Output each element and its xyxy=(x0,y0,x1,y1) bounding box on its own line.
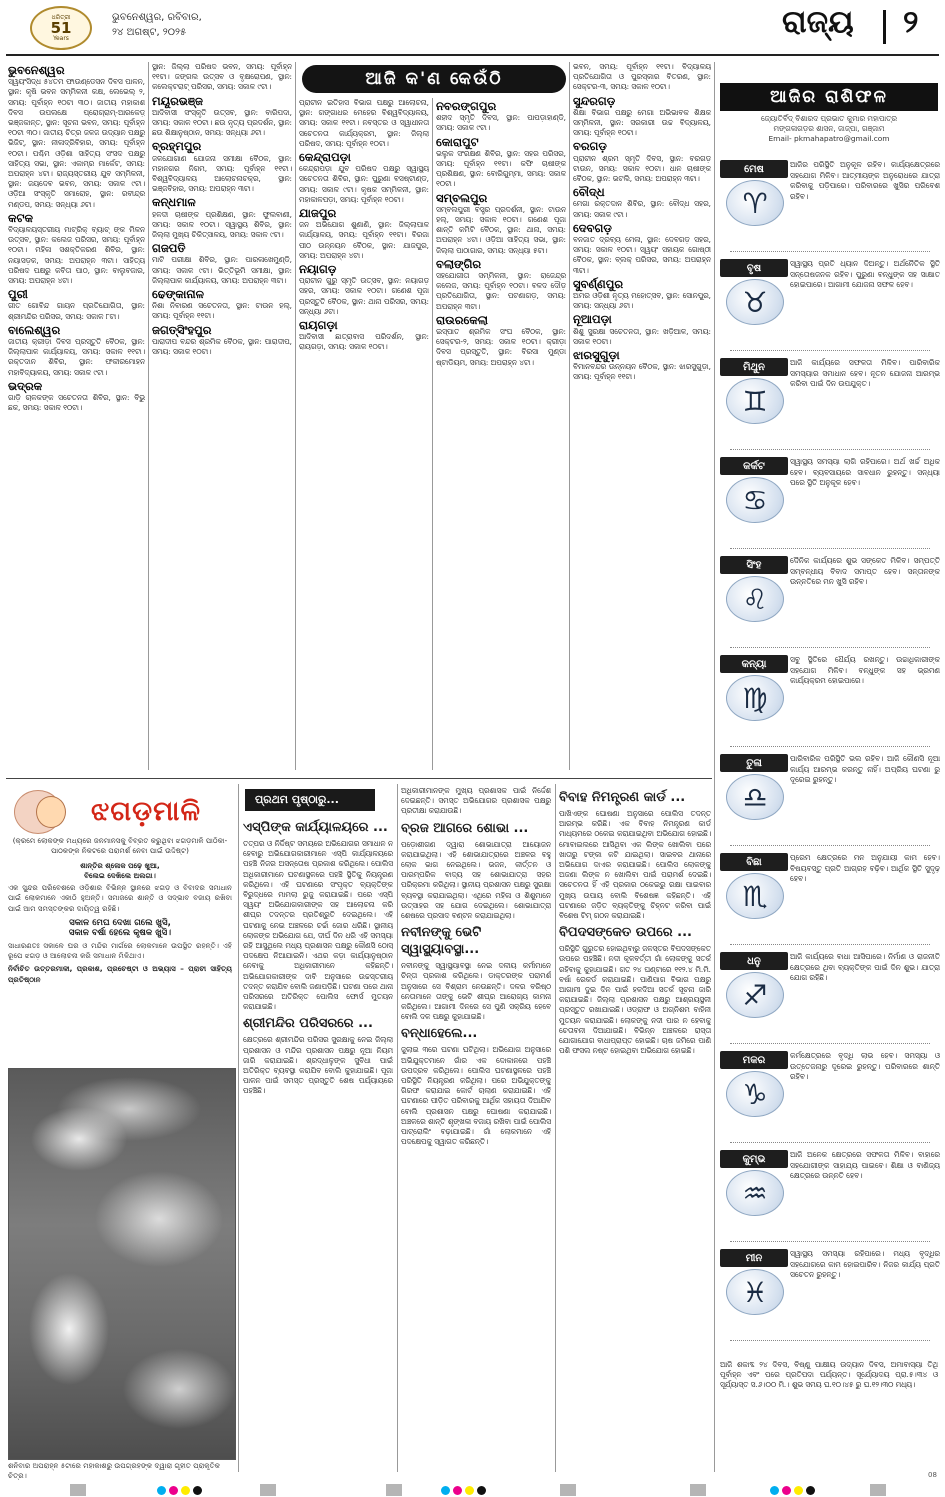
event-listing: ଭବନ, ସମୟ: ପୂର୍ବାହ୍ନ ୧୧ଟା। ବିଦ୍ୟାଳୟ ପ୍ରତିଯୋଗିତା ଓ ପୁରସ୍କାର ବିତରଣ, ସ୍ଥାନ: ସେକ୍ଟର-୩, ସମୟ: ସକାଳ ୧୦ଟା। xyxy=(573,62,711,92)
panchanga-text: ଆଜି ଶକାବ୍ଦ ୨୪ ଦିବସ, ବିଷ୍ଣୁ ପାକ୍ଷୀୟ ଉଦ୍ୟାନ ଦିବସ, ଅମାବାସ୍ୟା ତିଥି ପୂର୍ବାହ୍ନ ଏବଂ ପରେ ପ୍ରତିପଦା ପର୍ଯ୍ୟନ୍ତ। ସୂର୍ଯ୍ୟୋଦୟ ପ୍ରା.୫।୩୪ ଓ ସୂର୍ଯ୍ୟାସ୍ତ ସ.୬।୦୦ ମି.। ଶୁଭ ସମୟ ଘ.୧୦।୪୫ ରୁ ଘ.୧୨।୩୦ ମଧ୍ୟ। xyxy=(720,1360,938,1390)
event-listing: ଶହୀଦ ସ୍ମୃତି ଦିବସ, ସ୍ଥାନ: ପାପଡ଼ାହାଣ୍ଡି, ସମୟ: ସକାଳ ୯ଟା। xyxy=(436,113,566,133)
rashiphala-divider xyxy=(714,62,715,1472)
district-heading: ରାଉରକେଲା xyxy=(436,312,488,327)
story-headline: ବିବାହ ନିମନ୍ତ୍ରଣ କାର୍ଡ ... xyxy=(559,790,686,805)
event-listing: ବିଦ୍ୟାଳୟସ୍ତରୀୟ ମାଟ୍ରିକ୍ ବ୍ୟାଚ୍ ଙ୍କ ମିଳନ ଉତ୍ସବ, ସ୍ଥାନ: କଲେଜ ପରିସର, ସମୟ: ପୂର୍ବାହ୍ନ ୧୦ଟା। ମହିଳା ସଶକ୍ତିକରଣ ଶିବିର, ସ୍ଥାନ: ନୟାସଡ଼କ, ସମୟ: ଅପରାହ୍ନ ୩ଟା। ସାହିତ୍ୟ ପରିଷଦ ପକ୍ଷରୁ କବିତା ପାଠ, ସ୍ଥାନ: ବାଲୁବଜାର, ସମୟ: ଅପରାହ୍ନ ୪ଟା। xyxy=(8,225,145,286)
zodiac-name: ବୃଷ xyxy=(720,259,788,277)
event-listing: ଇସ୍ପାତ ଶ୍ରମିକ ସଂଘ ବୈଠକ, ସ୍ଥାନ: ସେକ୍ଟର-୨, ସମୟ: ସକାଳ ୧୦ଟା। କ୍ରୀଡ଼ା ଦିବସ ପ୍ରସ୍ତୁତି, ସ୍ଥାନ: ବିରସା ମୁଣ୍ଡା ଷ୍ଟାଡିୟମ, ସମୟ: ଅପରାହ୍ନ ୪ଟା। xyxy=(436,327,566,367)
event-listing: ଆଦିବାସୀ ସଂସ୍କୃତି ଉତ୍ସବ, ସ୍ଥାନ: ବାରିପଦା, ସମୟ: ସକାଳ ୧୦ଟା। ଛଉ ନୃତ୍ୟ ପ୍ରଦର୍ଶନ, ସ୍ଥାନ: ଛଉ ଶିକ୍ଷାନୁଷ୍ଠାନ, ସମୟ: ସନ୍ଧ୍ୟା ୬ଟା। xyxy=(152,107,292,138)
logo-number: 51 xyxy=(50,19,72,37)
story-headline: ଶ୍ରୀମନ୍ଦିର ପରିସରରେ ... xyxy=(243,1016,373,1032)
couplet-line: ସକାଳ ମେଘ ଦେଖା ଗଲେ ଖୁସି, xyxy=(69,918,171,929)
zodiac-forecast: ସବୁ ସ୍ଥିତିରେ ଧୈର୍ଯ୍ୟ ରଖନ୍ତୁ। ଉଚ୍ଚାଧିକାରୀଙ୍କ ସହଯୋଗ ମିଳିବ। ବନ୍ଧୁଙ୍କ ସହ ଭ୍ରମଣ କାର୍ଯ୍ୟକ୍ରମ ହୋଇପାରେ। xyxy=(790,655,940,685)
logo-text: ଧରିତ୍ରୀ xyxy=(51,14,71,21)
district-heading: ପୁରୀ xyxy=(8,287,28,302)
event-listing: ଅମର ଓଡ଼ିଶୀ ନୃତ୍ୟ ମହୋତ୍ସବ, ସ୍ଥାନ: ସୋନପୁର, ସମୟ: ସନ୍ଧ୍ୟା ୬ଟା। xyxy=(573,291,711,311)
zodiac-separator xyxy=(730,746,930,748)
story-body: ପଡ଼ୋଶୀଗଣ ଦ୍ୱାରା ଶୋଭାଯାତ୍ରା ଆୟୋଜନ କରାଯାଇଥିଲା। ଏହି ଶୋଭାଯାତ୍ରାରେ ଅଞ୍ଚଳର ବହୁ ଲୋକ ଭାଗ ନେଇଥିଲେ। ଭଜନ, କୀର୍ତ୍ତନ ଓ ପାରମ୍ପରିକ ବାଦ୍ୟ ସହ ଶୋଭାଯାତ୍ରା ସହର ପରିକ୍ରମା କରିଥିଲା। ସ୍ଥାନୀୟ ପ୍ରଶାସନ ପକ୍ଷରୁ ସୁରକ୍ଷା ବ୍ୟବସ୍ଥା କରାଯାଇଥିଲା। ଏଥିରେ ମହିଳା ଓ ଶିଶୁମାନେ ଉତ୍ସାହର ସହ ଯୋଗ ଦେଇଥିଲେ। ଶୋଭାଯାତ୍ରା ଶେଷରେ ପ୍ରସାଦ ବଣ୍ଟନ କରାଯାଇଥିଲା। xyxy=(401,839,551,921)
event-listing: ସହଯୋଗୀତା ସମ୍ମିଳନୀ, ସ୍ଥାନ: ରାଜେନ୍ଦ୍ର କଲେଜ, ସମୟ: ପୂର୍ବାହ୍ନ ୧୦ଟା। ବଳଦ ଦୌଡ଼ ପ୍ରତିଯୋଗିତା, ସ୍ଥାନ: ପଟଣାଗଡ଼, ସମୟ: ଅପରାହ୍ନ ୩ଟା। xyxy=(436,271,566,311)
zodiac-entry xyxy=(720,457,940,550)
satellite-caption: ଶନିବାର ଅପରାହ୍ନ ୫ଟାରେ ମହାକାଶରୁ ଉପଗ୍ରହଙ୍କ ଦ୍ୱାରା ଗୃହୀତ ପ୍ରାକୃତିକ ଚିତ୍ର। xyxy=(8,1461,221,1480)
zodiac-name: ବିଛା xyxy=(720,853,788,871)
column-5 xyxy=(573,62,711,770)
zodiac-separator xyxy=(730,1142,930,1144)
story-headline: ନବୀନଙ୍କୁ ଭେଟି ସ୍ୱାସ୍ଥ୍ୟାବସ୍ଥା... xyxy=(401,925,482,958)
continued-section-label: ପ୍ରଥମ ପୃଷ୍ଠାରୁ... xyxy=(245,789,375,811)
zodiac-sign-icon: ♈ xyxy=(726,180,784,226)
story-headline: ବନ୍ଧାହେଲେ... xyxy=(401,1026,478,1042)
dateline xyxy=(112,10,202,40)
district-heading: ଗଜପତି xyxy=(152,241,186,256)
column-divider xyxy=(238,784,239,1472)
zodiac-sign-icon: ♏ xyxy=(726,873,784,919)
zodiac-entry xyxy=(720,1051,940,1144)
print-mark xyxy=(560,1484,576,1496)
event-listing: ସ୍ଥାନ: ଜିଲ୍ଲା ପରିଷଦ ଭବନ, ସମୟ: ପୂର୍ବାହ୍ନ ୧୧ଟା। ଜଙ୍ଗଲ ଉତ୍ସବ ଓ ବୃକ୍ଷରୋପଣ, ସ୍ଥାନ: କଲେକ୍ଟରାଟ୍ ପରିସର, ସମୟ: ସକାଳ ୯ଟା। xyxy=(152,62,292,92)
zodiac-sign-icon: ♒ xyxy=(726,1170,784,1216)
cyan-mark xyxy=(770,1486,779,1495)
zodiac-sign-icon: ♎ xyxy=(726,774,784,820)
astrologer-name: ଜ୍ୟୋତିର୍ବିଦ୍ ବିଶାରଦ ପ୍ରଭାତ କୁମାର ମହାପାତ୍ର xyxy=(760,114,898,123)
district-heading: ଭଦ୍ରକ xyxy=(8,378,43,393)
jhagadamali-couplet-2 xyxy=(8,918,232,939)
astrologer-email: Email- pkmahapatro@gmail.com xyxy=(768,134,890,143)
what-where-banner: ଆଜି କ'ଣ କେଉଁଠି xyxy=(302,65,566,93)
yellow-mark xyxy=(794,1486,803,1495)
district-heading: ଢେଙ୍କାନାଳ xyxy=(152,287,204,302)
couplet-line: ଶାନ୍ତିର ଶ୍ଳୋକ ପଢ଼େ ଖୁଆ, xyxy=(80,860,160,870)
district-heading: କନ୍ଧମାଳ xyxy=(152,195,196,210)
zodiac-name: ମେଷ xyxy=(720,160,788,178)
cartoon-face-icon xyxy=(36,796,66,828)
event-listing: ଜନ ଅଭିଯୋଗ ଶୁଣାଣି, ସ୍ଥାନ: ଜିଲ୍ଲାପାଳ କାର୍ଯ୍ୟାଳୟ, ସମୟ: ପୂର୍ବାହ୍ନ ୧୧ଟା। ବିରଜା ପୀଠ ଉନ୍ନୟନ ବୈଠକ, ସ୍ଥାନ: ଯାଜପୁର, ସମୟ: ଅପରାହ୍ନ ୪ଟା। xyxy=(299,220,429,260)
column-3 xyxy=(299,98,429,770)
page-code: 08 xyxy=(928,1471,937,1479)
print-mark xyxy=(260,1484,276,1496)
district-heading: ଯାଜପୁର xyxy=(299,206,337,221)
district-heading: ନୟାଗଡ଼ xyxy=(299,262,337,277)
zodiac-forecast: ସ୍ୱାସ୍ଥ୍ୟ ସମସ୍ୟା ଲାଗି ରହିପାରେ। ଅର୍ଥ ଖର୍ଚ୍ଚ ଅଧିକ ହେବ। ବ୍ୟବସାୟରେ ସାବଧାନ ରୁହନ୍ତୁ। ସନ୍ଧ୍ୟା ପରେ ସ୍ଥିତି ଅନୁକୂଳ ହେବ। xyxy=(790,457,940,487)
zodiac-entry xyxy=(720,655,940,748)
event-listing: ପ୍ରାଚୀନ ଗୁରୁ ସ୍ମୃତି ଉତ୍ସବ, ସ୍ଥାନ: ନୟାଗଡ଼ ସହର, ସମୟ: ସକାଳ ୧୦ଟା। ଗଣେଶ ପୂଜା ପ୍ରସ୍ତୁତି ବୈଠକ, ସ୍ଥାନ: ଥାନା ପରିସର, ସମୟ: ସନ୍ଧ୍ୟା ୬ଟା। xyxy=(299,276,429,316)
zodiac-entry xyxy=(720,259,940,352)
title-separator xyxy=(883,10,886,44)
jhagadamali-credit: ନିର୍ବାଚିତ ଉତ୍ତରମାଳୀ, ପ୍ରକାଶ, ପ୍ରଚେଷ୍ଟା ଓ ଅଭ୍ୟାସ – ପ୍ରାଚୀ ସାହିତ୍ୟ ପ୍ରତିଷ୍ଠାନ xyxy=(8,964,232,984)
district-heading: ବୌଦ୍ଧ xyxy=(573,185,605,200)
column-divider xyxy=(569,62,570,770)
story-body: ପାଖିଏଙ୍କ ଘୋଷଣା ଅନୁସାରେ ପୋଲିସ ତଦନ୍ତ ଆରମ୍ଭ କରିଛି। ଏକ ବିବାହ ନିମନ୍ତ୍ରଣ କାର୍ଡ ମାଧ୍ୟମରେ ଠକେଇ କରାଯାଇଥିବା ଅଭିଯୋଗ ହୋଇଛି। ମୋବାଇଲରେ ଆସିଥିବା ଏକ ଲିଙ୍କ ଖୋଲିବା ପରେ ଖାତାରୁ ଟଙ୍କା କଟି ଯାଇଥିଲା। ସାଇବର ଥାନାରେ ଅଭିଯୋଗ ଦାଏର କରାଯାଇଛି। ପୋଲିସ ଲୋକଙ୍କୁ ଅଜଣା ଲିଙ୍କ ନ ଖୋଲିବା ପାଇଁ ପରାମର୍ଶ ଦେଇଛି। ସଚେତନତା ହିଁ ଏହି ପ୍ରକାର ଠକେଇରୁ ରକ୍ଷା ପାଇବାର ମୁଖ୍ୟ ଉପାୟ ବୋଲି ବିଶେଷଜ୍ଞ କହିଛନ୍ତି। ଏହି ଘଟଣାରେ ଜଡ଼ିତ ବ୍ୟକ୍ତିଙ୍କୁ ଚିହ୍ନଟ କରିବା ପାଇଁ ବିଶେଷ ଟିମ୍ ଗଠନ କରାଯାଇଛି। xyxy=(559,809,711,921)
district-heading: କଟକ xyxy=(8,210,33,225)
zodiac-sign-icon: ♌ xyxy=(726,576,784,622)
event-listing: ମାଟି ପରୀକ୍ଷା ଶିବିର, ସ୍ଥାନ: ପାରଳାଖେମୁଣ୍ଡି, ସମୟ: ସକାଳ ୯ଟା। ଭିତ୍ତିଭୂମି ସମୀକ୍ଷା, ସ୍ଥାନ: ଜିଲ୍ଲାପାଳ କାର୍ଯ୍ୟାଳୟ, ସମୟ: ଅପରାହ୍ନ ୩ଟା। xyxy=(152,255,292,285)
magenta-mark xyxy=(453,1486,462,1495)
zodiac-forecast: କର୍ମକ୍ଷେତ୍ରରେ ବୃଦ୍ଧି ଲାଭ ହେବ। ସମସ୍ୟା ଓ ଉତ୍ତେଜନାରୁ ଦୂରେଇ ରୁହନ୍ତୁ। ପରିବାରରେ ଶାନ୍ତି ରହିବ। xyxy=(790,1051,940,1081)
zodiac-sign-icon: ♓ xyxy=(726,1269,784,1315)
zodiac-entry xyxy=(720,556,940,649)
logo-years: Years xyxy=(53,35,69,42)
column-divider xyxy=(295,62,296,770)
zodiac-name: ସିଂହ xyxy=(720,556,788,574)
district-heading: କୋରାପୁଟ xyxy=(436,134,479,149)
zodiac-separator xyxy=(730,647,930,649)
column-divider xyxy=(432,98,433,770)
zodiac-name: ମୀନ xyxy=(720,1249,788,1267)
dateline-date: ୨୪ ଅଗଷ୍ଟ, ୨୦୨୫ xyxy=(112,27,187,38)
district-heading: ଭୁବନେଶ୍ୱର xyxy=(8,63,65,77)
zodiac-entry xyxy=(720,853,940,946)
column-4 xyxy=(436,98,566,770)
district-heading: ବ୍ରହ୍ମପୁର xyxy=(152,139,202,154)
jhagadamali-box xyxy=(8,836,232,1058)
event-listing: ଜଳଯୋଗାଣ ଯୋଜନା ସମୀକ୍ଷା ବୈଠକ, ସ୍ଥାନ: ମହାନଗର ନିଗମ, ସମୟ: ପୂର୍ବାହ୍ନ ୧୧ଟା। ବିଶ୍ୱବିଦ୍ୟାଳୟ ଆଲୋଚନାଚକ୍ର, ସ୍ଥାନ: ଭଞ୍ଜବିହାର, ସମୟ: ଅପରାହ୍ନ ୩ଟା। xyxy=(152,153,292,194)
header-rule xyxy=(6,54,939,56)
district-heading: ସୁନ୍ଦରଗଡ଼ xyxy=(573,93,616,108)
magenta-mark xyxy=(782,1486,791,1495)
event-listing: ନିଶା ନିବାରଣ ସଚେତନତା, ସ୍ଥାନ: ଟାଉନ ହଲ୍, ସମୟ: ପୂର୍ବାହ୍ନ ୧୧ଟା। xyxy=(152,301,292,321)
dateline-place-day: ଭୁବନେଶ୍ୱର, ରବିବାର, xyxy=(112,12,202,23)
rashiphala-byline xyxy=(720,114,938,144)
story-body: ଜୁଲାଇ ୩ରେ ଘଟଣା ଘଟିଥିଲା। ଅଭିଯୋଗ ଅନୁସାରେ ଅଭିଯୁକ୍ତମାନେ ଗାଁର ଏକ ଦୋକାନରେ ପହଞ୍ଚି ଉପଦ୍ରବ କରିଥିଲେ। ପୋଲିସ ଘଟଣାସ୍ଥଳରେ ପହଞ୍ଚି ପରିସ୍ଥିତି ନିୟନ୍ତ୍ରଣ କରିଥିଲା। ପରେ ଅଭିଯୁକ୍ତଙ୍କୁ ଗିରଫ କରାଯାଇ କୋର୍ଟ ଚାଲାଣ କରାଯାଇଛି। ଏହି ଘଟଣାରେ ପୀଡ଼ିତ ପରିବାରକୁ ଆର୍ଥିକ ସହାୟତା ଦିଆଯିବ ବୋଲି ପ୍ରଶାସନ ପକ୍ଷରୁ ଘୋଷଣା କରାଯାଇଛି। ଅଞ୍ଚଳରେ ଶାନ୍ତି ଶୃଙ୍ଖଳା ବଜାୟ ରଖିବା ପାଇଁ ପୋଲିସ ପାଟ୍ରୋଲିଂ ବଢ଼ାଯାଇଛି। ଗାଁ ଲୋକମାନେ ଏହି ପଦକ୍ଷେପକୁ ସ୍ୱାଗତ କରିଛନ୍ତି। xyxy=(401,1045,551,1147)
zodiac-entry xyxy=(720,754,940,847)
event-listing: ଗାଡ଼ି ଚାଳକଙ୍କ ସଚେତନତା ଶିବିର, ସ୍ଥାନ: ବିଭୁ ଛକ, ସମୟ: ସକାଳ ୧୦ଟା। xyxy=(8,393,145,413)
cyan-mark xyxy=(157,1486,166,1495)
zodiac-sign-icon: ♊ xyxy=(726,378,784,424)
event-listing: ଭଲୁକ ସଂରକ୍ଷଣ ଶିବିର, ସ୍ଥାନ: ସହର ପରିସର, ସମୟ: ପୂର୍ବାହ୍ନ ୧୧ଟା। କଫି ଚାଷୀଙ୍କ ପ୍ରଶିକ୍ଷଣ, ସ୍ଥାନ: ବୋରିଗୁମ୍ମା, ସମୟ: ସକାଳ ୧୦ଟା। xyxy=(436,148,566,189)
story-headline: ଏସ୍‌ପିଙ୍କ କାର୍ଯ୍ୟାଳୟରେ ... xyxy=(243,820,388,835)
jhagadamali-couplet-1 xyxy=(8,861,232,882)
district-heading: ନୂଆପଡ଼ା xyxy=(573,312,612,327)
zodiac-sign-icon: ♑ xyxy=(726,1071,784,1117)
rashiphala-title: ଆଜିର ରାଶିଫଳ xyxy=(720,83,938,111)
zodiac-entry xyxy=(720,1249,940,1342)
event-listing: ବିମାନବନ୍ଦର ଉନ୍ନୟନ ବୈଠକ, ସ୍ଥାନ: ଝାରସୁଗୁଡ଼ା, ସମୟ: ପୂର୍ବାହ୍ନ ୧୧ଟା। xyxy=(573,362,711,382)
district-heading: ଜଗତ୍ସିଂହପୁର xyxy=(152,322,212,337)
zodiac-sign-icon: ♉ xyxy=(726,279,784,325)
event-listing: କେନ୍ଦ୍ରାପଡ଼ା ଯୁବ ପରିଷଦ ପକ୍ଷରୁ ସ୍ୱାସ୍ଥ୍ୟ ସଚେତନତା ଶିବିର, ସ୍ଥାନ: ପୁରୁଣା ବସଷ୍ଟାଣ୍ଡ, ସମୟ: ସକାଳ ୯ଟା। କୃଷକ ସମ୍ମିଳନୀ, ସ୍ଥାନ: ମହାକାଳପଡ଼ା, ସମୟ: ପୂର୍ବାହ୍ନ ୧୦ଟା। xyxy=(299,164,429,204)
zodiac-forecast: ଦୈନିକ କାର୍ଯ୍ୟରେ ଶୁଭ ସଙ୍କେତ ମିଳିବ। ସମ୍ପତ୍ତି ସମ୍ବନ୍ଧୀୟ ବିବାଦ ସମାପ୍ତ ହେବ। ସନ୍ତାନଙ୍କ ଉନ୍ନତିରେ ମନ ଖୁସି ରହିବ। xyxy=(790,556,940,586)
district-heading: ଦେବଗଡ଼ xyxy=(573,220,612,235)
story-body: ନବୀନଙ୍କୁ ସ୍ୱାସ୍ଥ୍ୟାବସ୍ଥା ନେଇ ଦଳୀୟ କର୍ମୀମାନେ ଚିନ୍ତା ପ୍ରକାଶ କରିଥିଲେ। ଡାକ୍ତରଙ୍କ ପରାମର୍ଶ ଅନୁସାରେ ସେ ବିଶ୍ରାମ ନେଉଛନ୍ତି। ଦଳର ବରିଷ୍ଠ ନେତାମାନେ ତାଙ୍କୁ ଭେଟି ଶୀଘ୍ର ଆରୋଗ୍ୟ କାମନା କରିଥିଲେ। ଆଗାମୀ ଦିନରେ ସେ ପୁଣି ସକ୍ରିୟ ହେବେ ବୋଲି ଦଳ ପକ୍ଷରୁ କୁହାଯାଇଛି। xyxy=(401,961,551,1022)
district-heading: ସମ୍ବଲପୁର xyxy=(436,190,488,205)
zodiac-forecast: ପ୍ରେମ କ୍ଷେତ୍ରରେ ମନ ଅନୁଯାୟୀ କାମ ହେବ। ବିଷୟବସ୍ତୁ ପ୍ରତି ଆଗ୍ରହ ବଢ଼ିବ। ଆର୍ଥିକ ସ୍ଥିତି ସୁଦୃଢ଼ ହେବ। xyxy=(790,853,940,883)
column-2 xyxy=(152,62,292,770)
zodiac-forecast: ଆଜି ଅନେକ କ୍ଷେତ୍ରରେ ସଫଳତା ମିଳିବ। ବାହାରେ ସହଯୋଗୀଙ୍କ ସାହାଯ୍ୟ ପାଇବେ। ଶିକ୍ଷା ଓ ବାଣିଜ୍ୟ କ୍ଷେତ୍ରରେ ଉନ୍ନତି ହେବ। xyxy=(790,1150,940,1180)
event-listing: ସମ୍ବଲପୁରୀ ବସ୍ତ୍ର ପ୍ରଦର୍ଶନୀ, ସ୍ଥାନ: ଟାଉନ ହଲ୍, ସମୟ: ସକାଳ ୧୦ଟା। ଗଣେଶ ପୂଜା ଶାନ୍ତି କମିଟି ବୈଠକ, ସ୍ଥାନ: ଥାନା, ସମୟ: ଅପରାହ୍ନ ୪ଟା। ଓଡ଼ିଆ ସାହିତ୍ୟ ସଭା, ସ୍ଥାନ: ଜିଲ୍ଲା ପାଠାଗାର, ସମୟ: ସନ୍ଧ୍ୟା ୫ଟା। xyxy=(436,204,566,255)
black-mark xyxy=(477,1486,486,1495)
zodiac-entry xyxy=(720,1150,940,1243)
district-heading: ବାଲେଶ୍ୱର xyxy=(8,322,61,337)
couplet-line: ସକାଳ ବର୍ଷା ହେଲେ କୃଷକ ଖୁସି। xyxy=(68,928,172,939)
jhagadamali-note: (କ୍ରମେ ଲୋକଙ୍କ ମଧ୍ୟରେ ଜନମାନସକୁ ବିବ୍ରତ କରୁଥିବା ଝଗଡ଼ମାଳି ପାଠିକା-ପାଠକଙ୍କ ନିକଟରେ ପରାମର୍ଶ ନେବା ପାଇଁ ଉଦ୍ଦିଷ୍ଟ) xyxy=(12,836,228,856)
jhagadamali-logo: ଝଗଡ଼ମାଳି xyxy=(91,796,201,827)
story-body: କ୍ଷେତ୍ରରେ ଶ୍ରୀମନ୍ଦିର ପରିସର ସୁରକ୍ଷାକୁ ନେଇ ଜିଲ୍ଲା ପ୍ରଶାସନ ଓ ମନ୍ଦିର ପ୍ରଶାସନ ପକ୍ଷରୁ ନୂଆ ନିୟମ ଜାରି କରାଯାଇଛି। ଶ୍ରଦ୍ଧାଳୁଙ୍କ ସୁବିଧା ପାଇଁ ଅତିରିକ୍ତ ବ୍ୟବସ୍ଥା କରାଯିବ ବୋଲି କୁହାଯାଇଛି। ପୂଜା ପାଳନ ପାଇଁ ସମସ୍ତ ପ୍ରସ୍ତୁତି ଶେଷ ପର୍ଯ୍ୟାୟରେ ପହଞ୍ଚିଛି। xyxy=(243,1035,393,1096)
district-heading: ବଲାଙ୍ଗିର xyxy=(436,256,482,271)
newspaper-logo xyxy=(30,6,92,50)
district-heading: ଝାରସୁଗୁଡ଼ା xyxy=(573,348,620,363)
black-mark xyxy=(806,1486,815,1495)
district-heading: ବରଗଡ଼ xyxy=(573,139,607,154)
story-column-right xyxy=(559,786,711,1472)
jhagadamali-body-2: ସାଧାରଣତଃ ସକାଳେ ଘର ଓ ମନ୍ଦିର ମାର୍ଗରେ ଲୋକମାନେ ଉପସ୍ଥିତ ରହନ୍ତି। ଏହି ରୂପେ ଝଗଡ଼ ଓ ଆଲୋଚନା କରି ସମାଧାନ ମିଳିଥାଏ। xyxy=(8,940,232,960)
print-mark xyxy=(386,1484,402,1496)
jhagadamali-body: ଏକ ସୁନ୍ଦର ପରିବେଶରେ ଓଡ଼ିଶାର ବିଭିନ୍ନ ସ୍ଥାନରେ ଝଗଡ଼ ଓ ବିବାଦର ସମାଧାନ ପାଇଁ ଲୋକମାନେ ଏକାଠି ହୁଅନ୍ତି। ସମାଜରେ ଶାନ୍ତି ଓ ସଦ୍ଭାବ ବଜାୟ ରଖିବା ପାଇଁ ଆମ ସମସ୍ତଙ୍କର ଦାୟିତ୍ୱ ରହିଛି। xyxy=(8,883,232,913)
story-body: ପରିସ୍ଥିତି ଗୁରୁତର ହୋଇଥିବାରୁ ଜଳସ୍ତର ବିପଦସଙ୍କେତ ଉପରେ ପହଞ୍ଚିଛି। ନଦୀ କୂଳବର୍ତ୍ତୀ ଗାଁ ଲୋକଙ୍କୁ ସତର୍କ ରହିବାକୁ କୁହାଯାଇଛି। ଗତ ୨୪ ଘଣ୍ଟାରେ ୧୧୨.୪ ମି.ମି. ବର୍ଷା ରେକର୍ଡ କରାଯାଇଛି। ପାଣିପାଗ ବିଭାଗ ପକ୍ଷରୁ ଆଗାମୀ ଦୁଇ ଦିନ ପାଇଁ ହଳଦିଆ ସତର୍କ ସୂଚନା ଜାରି କରାଯାଇଛି। ଜିଲ୍ଲା ପ୍ରଶାସନ ପକ୍ଷରୁ ଆଶ୍ରୟସ୍ଥଳୀ ପ୍ରସ୍ତୁତ ରଖାଯାଇଛି। ଓଡ୍ରାଫ ଓ ଅଗ୍ନିଶମ ବାହିନୀ ମୁତୟନ କରାଯାଇଛି। ଲୋକଙ୍କୁ ନଦୀ ପାର ନ ହେବାକୁ ଚେତାବନୀ ଦିଆଯାଇଛି। ବିଭିନ୍ନ ଅଞ୍ଚଳରେ ରାସ୍ତା ଯୋଗାଯୋଗ ବାଧାପ୍ରାପ୍ତ ହୋଇଛି। ଚାଷ ଜମିରେ ପାଣି ପଶି ଫସଲ ନଷ୍ଟ ହୋଇଥିବା ଅଭିଯୋଗ ହୋଇଛି। xyxy=(559,944,711,1056)
event-listing: ମେଗା ରକ୍ତଦାନ ଶିବିର, ସ୍ଥାନ: ବୌଦ୍ଧ ସହର, ସମୟ: ସକାଳ ୯ଟା। xyxy=(573,199,711,219)
story-headline: ବିପଦସଙ୍କେତ ଉପରେ ... xyxy=(559,925,692,941)
district-heading: ସୁବର୍ଣ୍ଣପୁର xyxy=(573,276,624,291)
story-body: ଅଧିକାରୀମାନଙ୍କ ମୁଖ୍ୟ ପ୍ରଶାସକ ପାଇଁ ନିର୍ଦ୍ଦେଶ ଦେଇଛନ୍ତି। ସମସ୍ତ ଅଭିଯୋଗର ପ୍ରଶାସକ ପକ୍ଷରୁ ପ୍ରତୀକ୍ଷା କରାଯାଉଛି। xyxy=(401,786,551,816)
event-listing: ଗୀତ ଗୋବିନ୍ଦ ଗାୟନ ପ୍ରତିଯୋଗିତା, ସ୍ଥାନ: ଶ୍ରୀମନ୍ଦିର ପରିସର, ସମୟ: ସକାଳ ୮ଟା। xyxy=(8,301,145,321)
zodiac-sign-icon: ♍ xyxy=(726,675,784,721)
zodiac-name: କର୍କଟ xyxy=(720,457,788,475)
page-title: ରାଜ୍ୟ xyxy=(782,4,854,40)
district-heading: ମୟୂରଭଞ୍ଜ xyxy=(152,93,203,108)
zodiac-separator xyxy=(730,1043,930,1045)
zodiac-name: ମକର xyxy=(720,1051,788,1069)
section-rule xyxy=(6,778,712,779)
zodiac-name: କୁମ୍ଭ xyxy=(720,1150,788,1168)
event-listing: ପ୍ରାଚୀନ ଇତିହାସ ବିଭାଗ ପକ୍ଷରୁ ଆଲୋଚନା, ସ୍ଥାନ: ଗଙ୍ଗାଧର ମେହେର ବିଶ୍ୱବିଦ୍ୟାଳୟ, ସମୟ: ସକାଳ ୧୧ଟା। ନବସ୍ତର ଓ ସ୍ୱାଧୀନତା ସଚେତନତା କାର୍ଯ୍ୟକ୍ରମ, ସ୍ଥାନ: ଜିଲ୍ଲା ପରିଷଦ, ସମୟ: ପୂର୍ବାହ୍ନ ୧୦ଟା। xyxy=(299,98,429,148)
zodiac-separator xyxy=(730,845,930,847)
page-number: ୨ xyxy=(903,4,919,40)
event-listing: ବନଜାତ ଦ୍ରବ୍ୟ ମେଳା, ସ୍ଥାନ: ଦେବଗଡ଼ ସହର, ସମୟ: ସକାଳ ୧୦ଟା। ସ୍ୱୟଂ ସହାୟକ ଗୋଷ୍ଠୀ ବୈଠକ, ସ୍ଥାନ: ବ୍ଲକ୍ ପରିସର, ସମୟ: ଅପରାହ୍ନ ୩ଟା। xyxy=(573,235,711,275)
cyan-mark xyxy=(441,1486,450,1495)
zodiac-entry xyxy=(720,952,940,1045)
zodiac-name: ତୁଳା xyxy=(720,754,788,772)
zodiac-separator xyxy=(730,1241,930,1243)
column-divider xyxy=(148,62,149,770)
event-listing: ଜାତୀୟ କ୍ରୀଡ଼ା ଦିବସ ପ୍ରସ୍ତୁତି ବୈଠକ, ସ୍ଥାନ: ଜିଲ୍ଲାପାଳ କାର୍ଯ୍ୟାଳୟ, ସମୟ: ସକାଳ ୧୧ଟା। ରକ୍ତଦାନ ଶିବିର, ସ୍ଥାନ: ଫକୀରମୋହନ ମହାବିଦ୍ୟାଳୟ, ସମୟ: ସକାଳ ୯ଟା। xyxy=(8,337,145,377)
zodiac-forecast: ଆଜି କାର୍ଯ୍ୟରେ ସଫଳତା ମିଳିବ। ପାରିବାରିକ ସମସ୍ୟାର ସମାଧାନ ହେବ। ନୂତନ ଯୋଜନା ଆରମ୍ଭ କରିବା ପାଇଁ ଦିନ ଉପଯୁକ୍ତ। xyxy=(790,358,940,388)
zodiac-separator xyxy=(730,251,930,253)
event-listing: ଶିକ୍ଷା ବିଭାଗ ପକ୍ଷରୁ ମେଗା ଅଭିଭାବକ ଶିକ୍ଷକ ସମ୍ମିଳନୀ, ସ୍ଥାନ: ସରକାରୀ ଉଚ୍ଚ ବିଦ୍ୟାଳୟ, ସମୟ: ପୂର୍ବାହ୍ନ ୧୦ଟା। xyxy=(573,107,711,138)
story-column-left xyxy=(243,816,393,1472)
zodiac-forecast: ଆଜିର ପରିସ୍ଥିତି ଅନୁକୂଳ ରହିବ। କାର୍ଯ୍ୟକ୍ଷେତ୍ରରେ ସହଯୋଗ ମିଳିବ। ଆତ୍ମୀୟଙ୍କ ଅନୁରୋଧରେ ଯାତ୍ରା କରିବାକୁ ପଡ଼ିପାରେ। ପରିବାରରେ ଖୁସିର ପରିବେଶ ରହିବ। xyxy=(790,160,940,201)
event-listing: ସ୍ୱୟଂସିଦ୍ଧ ୫୪ତମ ଫାଉଣ୍ଡେସନ ଦିବସ ପାଳନ, ସ୍ଥାନ: କୃଷି ଭବନ ସମ୍ମିଳନୀ କକ୍ଷ, ଲେଭେଲ୍ ୨, ସମୟ: ପୂର୍ବାହ୍ନ ୧୦ଟା ୩୦। ଜାତୀୟ ମହାକାଶ ଦିବସ ଉପଲକ୍ଷେ ପ୍ରୋଗ୍ରାମ୍-ଆରକେଡ଼୍ ଭଞ୍ଜକାନ୍ତ, ସ୍ଥାନ: ସୂଚନା ଭବନ, ସମୟ: ପୂର୍ବାହ୍ନ ୧୦ଟା ୩୦। ଜାତୀୟ ଚିତ୍ର ଜଳଜ ଉଦ୍ୟାନ ପକ୍ଷରୁ ଭିଜିଟ୍, ସ୍ଥାନ: ନୀଳାଦ୍ରିବିହାର, ସମୟ: ପୂର୍ବାହ୍ନ ୧୦ଟା। ପଶ୍ଚିମ ଓଡ଼ିଶା ସାହିତ୍ୟ ସଂସଦ ପକ୍ଷରୁ ସାହିତ୍ୟ ସଭା, ସ୍ଥାନ: ଏକାମ୍ର ମାର୍କେଟ, ସମୟ: ଅପରାହ୍ନ ୪ଟା। ରାଜ୍ୟସ୍ତରୀୟ ଯୁବ ସମ୍ମିଳନୀ, ସ୍ଥାନ: ଜୟଦେବ ଭବନ, ସମୟ: ସକାଳ ୯ଟା। ଓଡ଼ିଆ ସଂସ୍କୃତି ସମାରୋହ, ସ୍ଥାନ: ରବୀନ୍ଦ୍ର ମଣ୍ଡପ, ସମୟ: ସନ୍ଧ୍ୟା ୬ଟା। xyxy=(8,77,145,209)
panchanga-note xyxy=(720,1360,938,1470)
black-mark xyxy=(193,1486,202,1495)
yellow-mark xyxy=(465,1486,474,1495)
zodiac-separator xyxy=(730,449,930,451)
zodiac-forecast: ସ୍ୱାସ୍ଥ୍ୟ ସମସ୍ୟା ରହିପାରେ। ମଧ୍ୟ ବୃଦ୍ଧିର ସହଯୋଗରେ କାମ ହୋଇପାରିବ। ନିଜର କାର୍ଯ୍ୟ ପ୍ରତି ସଚେତନ ରୁହନ୍ତୁ। xyxy=(790,1249,940,1279)
print-mark xyxy=(690,1484,706,1496)
district-heading: ରାୟଗଡ଼ା xyxy=(299,318,338,333)
story-column-middle xyxy=(401,786,551,1472)
zodiac-name: ଧନୁ xyxy=(720,952,788,970)
astrologer-address: ମଙ୍ଗଳାଗଡ଼ର ଶାସନ, ଜାଜ୍ପା, ଗଞ୍ଜାମ xyxy=(773,124,885,133)
event-listing: ଆଦିବାସୀ ଛାତ୍ରାବାସ ପରିଦର୍ଶନ, ସ୍ଥାନ: ରାୟଗଡ଼ା, ସମୟ: ସକାଳ ୧୦ଟା। xyxy=(299,332,429,352)
event-listing: ଶିଶୁ ସୁରକ୍ଷା ସଚେତନତା, ସ୍ଥାନ: ଖଡ଼ିଆଳ, ସମୟ: ସକାଳ ୧୦ଟା। xyxy=(573,326,711,346)
column-divider xyxy=(555,784,556,1472)
district-heading: ନବରଙ୍ଗପୁର xyxy=(436,99,497,113)
story-body: ତତ୍ପର ଓ ନିର୍ଦ୍ଦିଷ୍ଟ ସମୟରେ ଅଭିଯୋଗର ସମାଧାନ ନ ହେବାରୁ ଅଭିଯୋଗକାରୀମାନେ ଏସ୍‌ପି କାର୍ଯ୍ୟାଳୟରେ ପହଞ୍ଚି ନିଜର ଅସନ୍ତୋଷ ପ୍ରକାଶ କରିଥିଲେ। ପୋଲିସ ଅଧିକାରୀମାନେ ଘଟଣାସ୍ଥଳରେ ପହଞ୍ଚି ସ୍ଥିତିକୁ ନିୟନ୍ତ୍ରଣ କରିଥିଲେ। ଏହି ଘଟଣାରେ ସଂପୃକ୍ତ ବ୍ୟକ୍ତିଙ୍କ ବିରୁଦ୍ଧରେ ମାମଲା ରୁଜୁ କରାଯାଇଛି। ପରେ ଏସ୍‌ପି ସ୍ୱୟଂ ଅଭିଯୋଗକାରୀଙ୍କ ସହ ଆଲୋଚନା କରି ଶୀଘ୍ର ତଦନ୍ତର ପ୍ରତିଶ୍ରୁତି ଦେଇଥିଲେ। ଏହି ଘଟଣାକୁ ନେଇ ଅଞ୍ଚଳରେ ଚର୍ଚ୍ଚା ଜୋର ଧରିଛି। ସ୍ଥାନୀୟ ଲୋକଙ୍କ ଅଭିଯୋଗ ଯେ, ଦୀର୍ଘ ଦିନ ଧରି ଏହି ସମସ୍ୟା ରହି ଆସୁଥିଲେ ମଧ୍ୟ ପ୍ରଶାସନ ପକ୍ଷରୁ କୌଣସି ଠୋସ୍ ପଦକ୍ଷେପ ନିଆଯାଇନି। ଏଥର କଡ଼ା କାର୍ଯ୍ୟାନୁଷ୍ଠାନ ନେବାକୁ ଅଧିକାରୀମାନେ କହିଛନ୍ତି। ଅଭିଯୋଗକାରୀଙ୍କ ଦାବି ଅନୁସାରେ ଉଚ୍ଚସ୍ତରୀୟ ତଦନ୍ତ କରାଯିବ ବୋଲି ଜଣାପଡ଼ିଛି। ଘଟଣା ପରେ ଥାନା ପରିସରରେ ଅତିରିକ୍ତ ପୋଲିସ ଫୋର୍ସ ମୁତୟନ କରାଯାଇଛି। xyxy=(243,839,393,1012)
event-listing: ପାରାଦୀପ ବନ୍ଦର ଶ୍ରମିକ ବୈଠକ, ସ୍ଥାନ: ପାରାଦୀପ, ସମୟ: ସକାଳ ୧୦ଟା। xyxy=(152,336,292,357)
zodiac-sign-icon: ♐ xyxy=(726,972,784,1018)
column-1 xyxy=(8,62,145,770)
story-headline: ବ୍ରଜ ଆଗରେ ଶୋଭା ... xyxy=(401,820,529,836)
column-divider xyxy=(397,784,398,1472)
event-listing: ପ୍ରାଚୀନ ଶ୍ରମ ସ୍ମୃତି ଦିବସ, ସ୍ଥାନ: ବରଗଡ଼ ଟାଉନ, ସମୟ: ସକାଳ ୧୦ଟା। ଧାନ ଚାଷୀଙ୍କ ବୈଠକ, ସ୍ଥାନ: ଭଟଲି, ସମୟ: ଅପରାହ୍ନ ୩ଟା। xyxy=(573,153,711,184)
zodiac-name: ମିଥୁନ xyxy=(720,358,788,376)
zodiac-forecast: ପାରିବାରିକ ପରିସ୍ଥିତି ଭଲ ରହିବ। ଆଜି କୌଣସି ନୂଆ କାର୍ଯ୍ୟ ଆରମ୍ଭ କରନ୍ତୁ ନାହିଁ। ଅପ୍ରିୟ ଘଟଣା ରୁ ଦୂରେଇ ରୁହନ୍ତୁ। xyxy=(790,754,940,784)
zodiac-name: କନ୍ୟା xyxy=(720,655,788,673)
magenta-mark xyxy=(169,1486,178,1495)
zodiac-separator xyxy=(730,548,930,550)
district-heading: କେନ୍ଦ୍ରାପଡ଼ା xyxy=(299,150,351,165)
print-mark xyxy=(870,1484,886,1496)
zodiac-forecast: ସ୍ୱାସ୍ଥ୍ୟ ପ୍ରତି ଧ୍ୟାନ ଦିଅନ୍ତୁ। ଅର୍ଥନୈତିକ ସ୍ଥିତି ସନ୍ତୋଷଜନକ ରହିବ। ପୁରୁଣା ବନ୍ଧୁଙ୍କ ସହ ସାକ୍ଷାତ ହୋଇପାରେ। ଆଗାମୀ ଯୋଜନା ସଫଳ ହେବ। xyxy=(790,259,940,289)
zodiac-separator xyxy=(730,1340,930,1342)
zodiac-forecast: ଆଜି କାର୍ଯ୍ୟରେ ବାଧା ଆସିପାରେ। ନିର୍ମାଣ ଓ ରାଜନୀତି କ୍ଷେତ୍ରରେ ଥିବା ବ୍ୟକ୍ତିଙ୍କ ପାଇଁ ଦିନ ଶୁଭ। ଯାତ୍ରା ଯୋଗ ରହିଛି। xyxy=(790,952,940,982)
satellite-weather-image xyxy=(8,1068,236,1460)
print-mark xyxy=(70,1484,86,1496)
couplet-line: ବିଲେଇ ଦେଖିଲେ ଅଲଗା। xyxy=(84,870,156,880)
zodiac-sign-icon: ♋ xyxy=(726,477,784,523)
zodiac-entry xyxy=(720,358,940,451)
zodiac-entry xyxy=(720,160,940,253)
yellow-mark xyxy=(181,1486,190,1495)
event-listing: ହଳଦୀ ଚାଷୀଙ୍କ ପ୍ରଶିକ୍ଷଣ, ସ୍ଥାନ: ଫୁଲବାଣୀ, ସମୟ: ସକାଳ ୧୦ଟା। ସ୍ୱାସ୍ଥ୍ୟ ଶିବିର, ସ୍ଥାନ: ଜିଲ୍ଲା ମୁଖ୍ୟ ଚିକିତ୍ସାଳୟ, ସମୟ: ସକାଳ ୯ଟା। xyxy=(152,209,292,240)
zodiac-separator xyxy=(730,350,930,352)
zodiac-separator xyxy=(730,944,930,946)
